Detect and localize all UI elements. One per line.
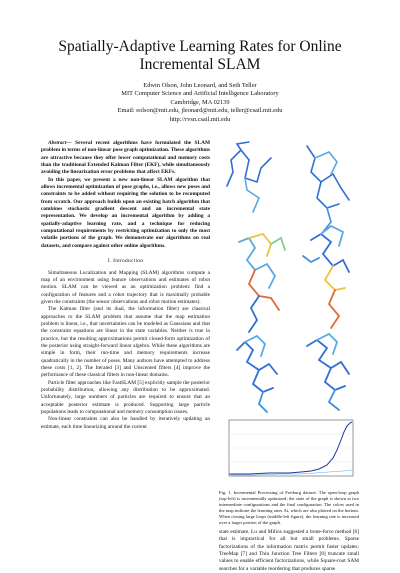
left-column [41, 140, 210, 431]
author-names: Edwin Olson, John Leonard, and Seth Teller [143, 82, 257, 89]
figure-caption: Fig. 1. Incremental Processing of Freiburg dataset. The open-loop graph (top-left) is incrementally optimized; the state of the graph is shown at two intermediate configurations and the final configuration. The colors used in the map indicate the learning rates Λi, which are also plotted on the bottom. When closing large loops (middle-left figure), the learning rate is increased over a larger portion of the graph. [219, 490, 359, 525]
title-line-2: Incremental SLAM [139, 56, 261, 73]
map-intermediate-3 [303, 226, 349, 328]
map-open-loop [227, 142, 271, 212]
author-block [0, 82, 400, 124]
figure-1 [219, 138, 359, 486]
city: Cambridge, MA 02139 [170, 98, 230, 106]
abstract-paragraph-1: — Several recent algorithms have formulated the SLAM problem in terms of non-linear pose graph optimization. These algorithms are attractive because they offer lower computational and memory costs than the traditional Extended Kalman Filter (EKF), while simultaneously avoiding the linearization error problems that affect EKFs. [41, 140, 210, 176]
intro-paragraph-1: Simultaneous Localization and Mapping (SLAM) algorithms compute a map of an environment using feature observations and estimates of robot motion. SLAM can be viewed as an optimization problem: find a configuration of features and a robot trajectory that is maximally probable given the constraints (the sensor observations and robot motion estimates). [41, 269, 210, 305]
affiliation: MIT Computer Science and Artificial Intelligence Laboratory [121, 90, 279, 98]
intro-paragraph-2: The Kalman filter (and its dual, the information filter) are classical approaches to the SLAM problem that assume that the map estimation problem is linear, i.e., that uncertainties can be modeled as Gaussians and that the constraint equations are linear in the state variables. Neither is true in practice, but the resulting approximations permit closed-form optimization of the posterior using straight-forward linear algebra. While these algorithms are simple in form, their run-time and memory requirements increase quadratically in the number of poses. Many authors have attempted to address these costs [1, 2]. The Iterated [3] and Unscented filters [4] improve the performance of these classical filters in non-linear domains. [41, 306, 210, 379]
map-intermediate-1 [307, 146, 349, 232]
right-column-body [219, 529, 359, 573]
paper-title [0, 38, 400, 74]
title-line-1: Spatially-Adaptive Learning Rates for Online [58, 38, 342, 55]
learning-rate-plot [229, 420, 353, 476]
intro-paragraph-3: Particle filter approaches like FastSLAM [5] explicitly sample the posterior probability distribution, allowing any distribution to be approximated. Unfortunately, large numbers of particles are required to ensure that an acceptable posterior estimate is produced. Supporting large particle populations leads to computational and memory consumption issues. [41, 379, 210, 416]
section-heading: I. Introduction [107, 258, 144, 265]
abstract [41, 140, 210, 250]
email: Email: eolson@mit.edu, jleonard@mit.edu, teller@csail.mit.edu [117, 107, 283, 115]
url: http://rvsn.csail.mit.edu [169, 115, 231, 123]
abstract-label: Abstract [48, 140, 67, 146]
map-final-right [307, 334, 349, 410]
map-final-left [237, 336, 277, 412]
map-intermediate-2 [239, 234, 285, 332]
intro-body [41, 270, 210, 432]
abstract-paragraph-2: In this paper, we present a new non-linear SLAM algorithm that allows incremental optimization of pose graphs, i.e., allows new poses and constraints to be added without requiring the solution to be recomputed from scratch. Our approach builds upon an existing batch algorithm that combines stochastic gradient descent and an incremental state representation. We develop an incremental algorithm by adding a spatially-adaptive learning rate, and a technique for reducing computational requirements by restricting optimization to only the most volatile portions of the graph. We demonstrate our algorithms on real datasets, and compare against other online algorithms. [41, 176, 210, 249]
intro-paragraph-4: Non-linear constraints can also be handled by iteratively updating an estimate, each time linearizing around the current [41, 416, 210, 430]
right-paragraph-1: state estimate. Lu and Milios suggested a brute-force method [6] that is impractical for all but small problems. Sparse factorizations of the information matrix permit faster updates; TreeMap [7] and Thin Junction Tree Filters [8] truncate small values to enable efficient factorizations, while Square-root SAM searches for a variable reordering that produces sparse [219, 529, 359, 572]
